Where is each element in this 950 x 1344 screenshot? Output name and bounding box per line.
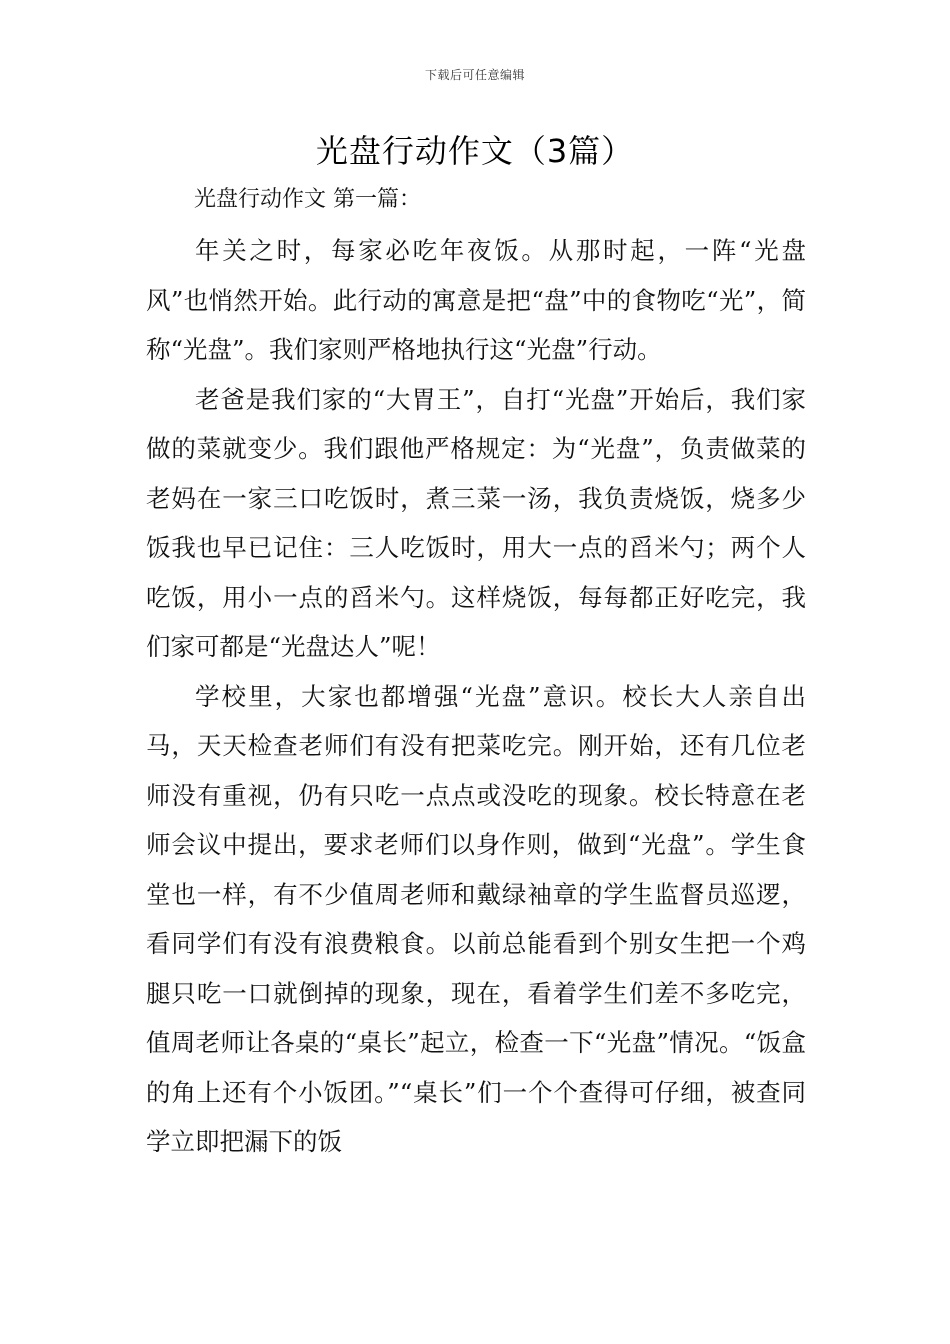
header-note: 下载后可任意编辑	[424, 68, 525, 82]
document-body	[146, 178, 806, 1167]
section-heading: 光盘行动作文 第一篇：	[194, 187, 421, 212]
paragraph-3: 学校里，大家也都增强“光盘”意识。校长大人亲自出马，天天检查老师们有没有把菜吃完。刚开始，还有几位老师没有重视，仍有只吃一点点或没吃的现象。校长特意在老师会议中提出，要求老师们以身作则，做到“光盘”。学生食堂也一样，有不少值周老师和戴绿袖章的学生监督员巡逻，看同学们有没有浪费粮食。以前总能看到个别女生把一个鸡腿只吃一口就倒掉的现象，现在，看着学生们差不多吃完，值周老师让各桌的“桌长”起立，检查一下“光盘”情况。“饭盒的角上还有个小饭团。”“桌长”们一个个查得可仔细，被查同学立即把漏下的饭	[146, 681, 806, 1156]
paragraph-2: 老爸是我们家的“大胃王”，自打“光盘”开始后，我们家做的菜就变少。我们跟他严格规定：为“光盘”，负责做菜的老妈在一家三口吃饭时，煮三菜一汤，我负责烧饭，烧多少饭我也早已记住：三人吃饭时，用大一点的舀米勺；两个人吃饭，用小一点的舀米勺。这样烧饭，每每都正好吃完，我们家可都是“光盘达人”呢！	[146, 384, 806, 661]
document-title: 光盘行动作文（3篇）	[315, 132, 635, 170]
paragraph-1: 年关之时，每家必吃年夜饭。从那时起，一阵“光盘风”也悄然开始。此行动的寓意是把“盘”中的食物吃“光”，简称“光盘”。我们家则严格地执行这“光盘”行动。	[146, 236, 806, 364]
